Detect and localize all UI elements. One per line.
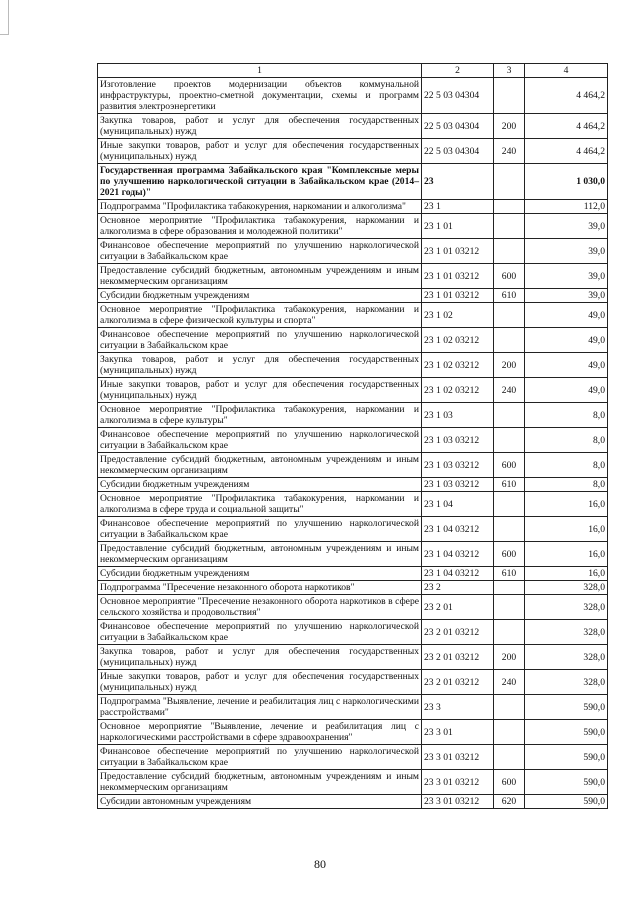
row-code: 23 1 02 03212 bbox=[422, 328, 494, 353]
row-amount: 16,0 bbox=[525, 542, 608, 567]
row-code: 22 5 03 04304 bbox=[422, 78, 494, 114]
row-expense-type bbox=[494, 200, 525, 214]
row-code: 23 3 bbox=[422, 695, 494, 720]
row-amount: 590,0 bbox=[525, 795, 608, 809]
table-row bbox=[98, 695, 608, 720]
row-expense-type bbox=[494, 595, 525, 620]
table-row bbox=[98, 264, 608, 289]
row-expense-type bbox=[494, 581, 525, 595]
table-row bbox=[98, 378, 608, 403]
row-expense-type: 240 bbox=[494, 139, 525, 164]
table-row bbox=[98, 517, 608, 542]
header-col-4: 4 bbox=[525, 64, 608, 78]
table-row bbox=[98, 239, 608, 264]
row-name: Основное мероприятие "Профилактика табакокурения, наркомании и алкоголизма в сфере образования и молодежной политики" bbox=[98, 214, 422, 239]
row-code: 23 1 02 03212 bbox=[422, 353, 494, 378]
row-amount: 590,0 bbox=[525, 770, 608, 795]
row-amount: 39,0 bbox=[525, 289, 608, 303]
row-expense-type: 200 bbox=[494, 353, 525, 378]
row-code: 23 1 02 bbox=[422, 303, 494, 328]
row-expense-type bbox=[494, 328, 525, 353]
row-amount: 49,0 bbox=[525, 353, 608, 378]
row-expense-type bbox=[494, 403, 525, 428]
table-row bbox=[98, 478, 608, 492]
row-name: Основное мероприятие "Профилактика табакокурения, наркомании и алкоголизма в сфере физической культуры и спорта" bbox=[98, 303, 422, 328]
row-amount: 8,0 bbox=[525, 453, 608, 478]
row-code: 23 2 01 bbox=[422, 595, 494, 620]
header-col-1: 1 bbox=[98, 64, 422, 78]
row-amount: 8,0 bbox=[525, 478, 608, 492]
row-code: 23 3 01 03212 bbox=[422, 795, 494, 809]
row-code: 23 1 01 03212 bbox=[422, 239, 494, 264]
row-code: 22 5 03 04304 bbox=[422, 114, 494, 139]
row-name: Закупка товаров, работ и услуг для обеспечения государственных (муниципальных) нужд bbox=[98, 353, 422, 378]
row-expense-type: 240 bbox=[494, 670, 525, 695]
row-name: Изготовление проектов модернизации объектов коммунальной инфраструктуры, проектно-сметной документации, схемы и программ развития электроэнергетики bbox=[98, 78, 422, 114]
row-expense-type: 600 bbox=[494, 264, 525, 289]
row-amount: 328,0 bbox=[525, 595, 608, 620]
table-row bbox=[98, 795, 608, 809]
table-row bbox=[98, 720, 608, 745]
row-name: Подпрограмма "Пресечение незаконного оборота наркотиков" bbox=[98, 581, 422, 595]
row-code: 23 bbox=[422, 164, 494, 200]
table-row bbox=[98, 214, 608, 239]
budget-table bbox=[97, 63, 608, 809]
row-expense-type bbox=[494, 492, 525, 517]
table-row bbox=[98, 581, 608, 595]
row-amount: 328,0 bbox=[525, 581, 608, 595]
row-expense-type: 610 bbox=[494, 567, 525, 581]
table-row bbox=[98, 670, 608, 695]
table-row bbox=[98, 595, 608, 620]
row-code: 23 1 03 03212 bbox=[422, 428, 494, 453]
row-code: 23 1 03 bbox=[422, 403, 494, 428]
row-name: Финансовое обеспечение мероприятий по улучшению наркологической ситуации в Забайкальском крае bbox=[98, 517, 422, 542]
row-code: 23 1 04 03212 bbox=[422, 542, 494, 567]
row-code: 23 3 01 bbox=[422, 720, 494, 745]
row-expense-type bbox=[494, 239, 525, 264]
row-code: 23 1 01 03212 bbox=[422, 264, 494, 289]
row-expense-type bbox=[494, 620, 525, 645]
row-name: Финансовое обеспечение мероприятий по улучшению наркологической ситуации в Забайкальском крае bbox=[98, 239, 422, 264]
row-expense-type bbox=[494, 303, 525, 328]
table-row bbox=[98, 770, 608, 795]
row-code: 23 1 03 03212 bbox=[422, 478, 494, 492]
row-expense-type bbox=[494, 214, 525, 239]
row-name: Закупка товаров, работ и услуг для обеспечения государственных (муниципальных) нужд bbox=[98, 645, 422, 670]
row-code: 23 1 bbox=[422, 200, 494, 214]
row-name: Подпрограмма "Выявление, лечение и реабилитация лиц с наркологическими расстройствами" bbox=[98, 695, 422, 720]
row-name: Основное мероприятие "Профилактика табакокурения, наркомании и алкоголизма в сфере культуры" bbox=[98, 403, 422, 428]
row-code: 23 1 04 03212 bbox=[422, 567, 494, 581]
row-expense-type: 620 bbox=[494, 795, 525, 809]
row-amount: 39,0 bbox=[525, 264, 608, 289]
row-amount: 49,0 bbox=[525, 303, 608, 328]
row-code: 23 1 02 03212 bbox=[422, 378, 494, 403]
table-row bbox=[98, 403, 608, 428]
row-name: Субсидии бюджетным учреждениям bbox=[98, 478, 422, 492]
table-row bbox=[98, 453, 608, 478]
row-expense-type: 600 bbox=[494, 770, 525, 795]
row-amount: 39,0 bbox=[525, 214, 608, 239]
row-name: Иные закупки товаров, работ и услуг для обеспечения государственных (муниципальных) нужд bbox=[98, 670, 422, 695]
row-amount: 4 464,2 bbox=[525, 78, 608, 114]
row-name: Предоставление субсидий бюджетным, автономным учреждениям и иным некоммерческим организациям bbox=[98, 770, 422, 795]
row-amount: 49,0 bbox=[525, 378, 608, 403]
header-col-2: 2 bbox=[422, 64, 494, 78]
row-amount: 590,0 bbox=[525, 720, 608, 745]
row-code: 23 3 01 03212 bbox=[422, 770, 494, 795]
table-row bbox=[98, 200, 608, 214]
row-name: Основное мероприятие "Профилактика табакокурения, наркомании и алкоголизма в сфере труда и социальной защиты" bbox=[98, 492, 422, 517]
page-number: 80 bbox=[314, 857, 326, 871]
table-row bbox=[98, 428, 608, 453]
table-row bbox=[98, 114, 608, 139]
row-name: Финансовое обеспечение мероприятий по улучшению наркологической ситуации в Забайкальском крае bbox=[98, 328, 422, 353]
row-name: Субсидии бюджетным учреждениям bbox=[98, 567, 422, 581]
row-expense-type: 600 bbox=[494, 542, 525, 567]
row-name: Иные закупки товаров, работ и услуг для обеспечения государственных (муниципальных) нужд bbox=[98, 139, 422, 164]
row-amount: 16,0 bbox=[525, 567, 608, 581]
row-name: Финансовое обеспечение мероприятий по улучшению наркологической ситуации в Забайкальском крае bbox=[98, 745, 422, 770]
row-amount: 4 464,2 bbox=[525, 114, 608, 139]
table-row bbox=[98, 164, 608, 200]
row-code: 23 1 01 03212 bbox=[422, 289, 494, 303]
row-code: 23 3 01 03212 bbox=[422, 745, 494, 770]
row-expense-type: 610 bbox=[494, 478, 525, 492]
row-amount: 328,0 bbox=[525, 670, 608, 695]
row-name: Предоставление субсидий бюджетным, автономным учреждениям и иным некоммерческим организациям bbox=[98, 542, 422, 567]
row-expense-type: 200 bbox=[494, 114, 525, 139]
row-amount: 1 030,0 bbox=[525, 164, 608, 200]
row-expense-type bbox=[494, 720, 525, 745]
row-amount: 590,0 bbox=[525, 745, 608, 770]
row-code: 22 5 03 04304 bbox=[422, 139, 494, 164]
row-amount: 16,0 bbox=[525, 517, 608, 542]
table-row bbox=[98, 542, 608, 567]
row-name: Основное мероприятие "Пресечение незаконного оборота наркотиков в сфере сельского хозяйства и продовольствия" bbox=[98, 595, 422, 620]
row-name: Субсидии бюджетным учреждениям bbox=[98, 289, 422, 303]
table-row bbox=[98, 78, 608, 114]
row-name: Финансовое обеспечение мероприятий по улучшению наркологической ситуации в Забайкальском крае bbox=[98, 620, 422, 645]
table-row bbox=[98, 645, 608, 670]
table-row bbox=[98, 289, 608, 303]
row-expense-type: 200 bbox=[494, 645, 525, 670]
row-amount: 328,0 bbox=[525, 620, 608, 645]
row-name: Предоставление субсидий бюджетным, автономным учреждениям и иным некоммерческим организациям bbox=[98, 453, 422, 478]
table-row bbox=[98, 328, 608, 353]
row-amount: 4 464,2 bbox=[525, 139, 608, 164]
row-code: 23 1 03 03212 bbox=[422, 453, 494, 478]
table-header-row bbox=[98, 64, 608, 78]
table-row bbox=[98, 567, 608, 581]
table-body bbox=[98, 78, 608, 809]
row-name: Иные закупки товаров, работ и услуг для обеспечения государственных (муниципальных) нужд bbox=[98, 378, 422, 403]
table-row bbox=[98, 745, 608, 770]
table-row bbox=[98, 139, 608, 164]
row-name: Подпрограмма "Профилактика табакокурения, наркомании и алкоголизма" bbox=[98, 200, 422, 214]
row-amount: 590,0 bbox=[525, 695, 608, 720]
table-row bbox=[98, 620, 608, 645]
row-expense-type bbox=[494, 695, 525, 720]
row-amount: 8,0 bbox=[525, 428, 608, 453]
row-code: 23 2 01 03212 bbox=[422, 645, 494, 670]
row-amount: 8,0 bbox=[525, 403, 608, 428]
row-amount: 39,0 bbox=[525, 239, 608, 264]
row-amount: 49,0 bbox=[525, 328, 608, 353]
row-code: 23 1 04 03212 bbox=[422, 517, 494, 542]
row-expense-type: 610 bbox=[494, 289, 525, 303]
row-name: Закупка товаров, работ и услуг для обеспечения государственных (муниципальных) нужд bbox=[98, 114, 422, 139]
row-expense-type bbox=[494, 428, 525, 453]
row-name: Основное мероприятие "Выявление, лечение и реабилитация лиц с наркологическими расстройствами в сфере здравоохранения" bbox=[98, 720, 422, 745]
row-code: 23 1 04 bbox=[422, 492, 494, 517]
row-name: Субсидии автономным учреждениям bbox=[98, 795, 422, 809]
row-expense-type bbox=[494, 78, 525, 114]
row-expense-type bbox=[494, 745, 525, 770]
table-row bbox=[98, 492, 608, 517]
row-code: 23 2 01 03212 bbox=[422, 620, 494, 645]
row-expense-type bbox=[494, 164, 525, 200]
row-amount: 112,0 bbox=[525, 200, 608, 214]
row-expense-type bbox=[494, 517, 525, 542]
header-col-3: 3 bbox=[494, 64, 525, 78]
row-amount: 16,0 bbox=[525, 492, 608, 517]
row-expense-type: 240 bbox=[494, 378, 525, 403]
row-name: Государственная программа Забайкальского края "Комплексные меры по улучшению наркологической ситуации в Забайкальском крае (2014–2021 годы)" bbox=[98, 164, 422, 200]
row-amount: 328,0 bbox=[525, 645, 608, 670]
row-code: 23 2 bbox=[422, 581, 494, 595]
page-fold-mark bbox=[0, 0, 9, 35]
row-code: 23 2 01 03212 bbox=[422, 670, 494, 695]
table-row bbox=[98, 353, 608, 378]
row-name: Предоставление субсидий бюджетным, автономным учреждениям и иным некоммерческим организациям bbox=[98, 264, 422, 289]
row-expense-type: 600 bbox=[494, 453, 525, 478]
row-name: Финансовое обеспечение мероприятий по улучшению наркологической ситуации в Забайкальском крае bbox=[98, 428, 422, 453]
row-code: 23 1 01 bbox=[422, 214, 494, 239]
table-row bbox=[98, 303, 608, 328]
